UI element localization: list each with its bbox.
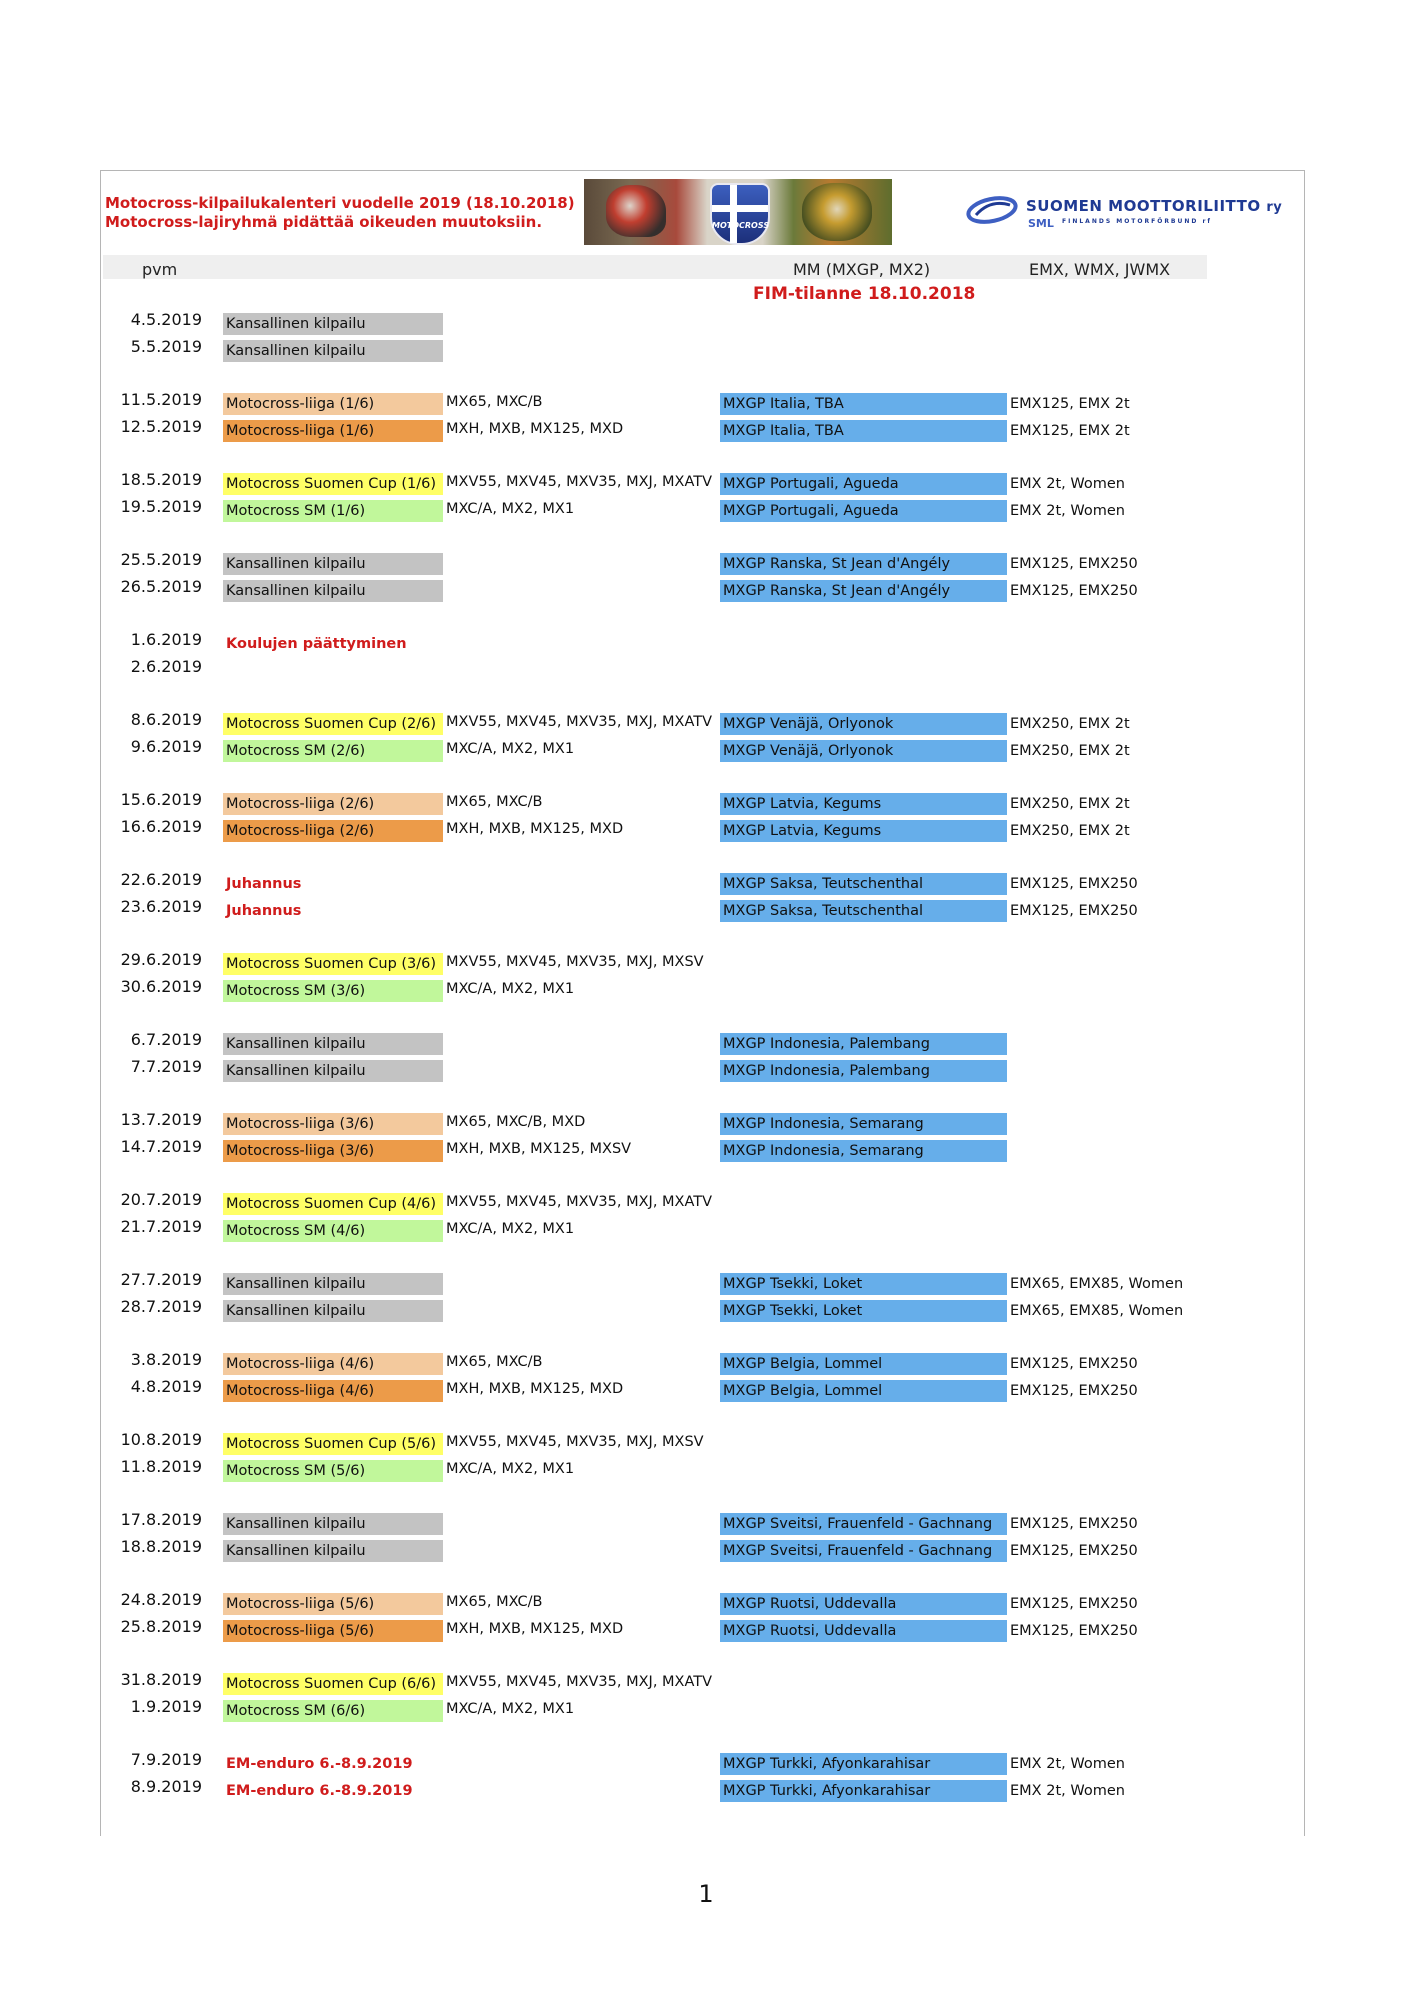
row-date: 30.6.2019 (120, 977, 202, 996)
row-classes: MXH, MXB, MX125, MXD (446, 821, 624, 837)
row-event: Kansallinen kilpailu (223, 553, 443, 575)
row-event: Motocross Suomen Cup (5/6) (223, 1433, 443, 1455)
row-event: Kansallinen kilpailu (223, 313, 443, 335)
badge-label: MOTOCROSS (712, 221, 770, 230)
row-date: 9.6.2019 (130, 737, 202, 756)
sml-logo-mark-icon (966, 195, 1028, 225)
row-emx: EMX125, EMX250 (1010, 556, 1138, 572)
row-emx: EMX125, EMX250 (1010, 1623, 1138, 1639)
row-event: Motocross-liiga (2/6) (223, 820, 443, 842)
row-event: Motocross-liiga (4/6) (223, 1353, 443, 1375)
row-emx: EMX 2t, Women (1010, 503, 1125, 519)
row-mxgp: MXGP Belgia, Lommel (720, 1380, 1007, 1402)
row-event: Kansallinen kilpailu (223, 1540, 443, 1562)
row-emx: EMX125, EMX250 (1010, 583, 1138, 599)
row-event: Kansallinen kilpailu (223, 1513, 443, 1535)
row-classes: MX65, MXC/B (446, 794, 543, 810)
row-date: 14.7.2019 (120, 1137, 202, 1156)
row-mxgp: MXGP Indonesia, Semarang (720, 1113, 1007, 1135)
row-date: 16.6.2019 (120, 817, 202, 836)
row-mxgp: MXGP Indonesia, Palembang (720, 1060, 1007, 1082)
motocross-photo-banner (584, 179, 892, 245)
row-event: Motocross-liiga (4/6) (223, 1380, 443, 1402)
row-emx: EMX250, EMX 2t (1010, 743, 1130, 759)
row-date: 25.5.2019 (120, 550, 202, 569)
row-mxgp: MXGP Turkki, Afyonkarahisar (720, 1780, 1007, 1802)
row-event: Motocross-liiga (3/6) (223, 1140, 443, 1162)
calendar-title: Motocross-kilpailukalenteri vuodelle 2019 (18.10.2018) (105, 194, 575, 212)
row-emx: EMX125, EMX250 (1010, 1383, 1138, 1399)
page-number: 1 (698, 1880, 714, 1908)
row-classes: MXV55, MXV45, MXV35, MXJ, MXATV (446, 474, 713, 490)
row-event: Juhannus (226, 903, 302, 919)
row-emx: EMX250, EMX 2t (1010, 823, 1130, 839)
row-date: 27.7.2019 (120, 1270, 202, 1289)
row-date: 15.6.2019 (120, 790, 202, 809)
row-date: 18.5.2019 (120, 470, 202, 489)
row-event: Motocross Suomen Cup (3/6) (223, 953, 443, 975)
row-event: Kansallinen kilpailu (223, 580, 443, 602)
logo-suffix: ry (1266, 200, 1283, 215)
row-date: 18.8.2019 (120, 1537, 202, 1556)
row-date: 8.9.2019 (130, 1777, 202, 1796)
row-mxgp: MXGP Ranska, St Jean d'Angély (720, 553, 1007, 575)
row-emx: EMX250, EMX 2t (1010, 796, 1130, 812)
row-event: Motocross-liiga (5/6) (223, 1620, 443, 1642)
row-classes: MXC/A, MX2, MX1 (446, 741, 575, 757)
row-mxgp: MXGP Venäjä, Orlyonok (720, 713, 1007, 735)
row-event: Motocross SM (3/6) (223, 980, 443, 1002)
row-date: 4.5.2019 (130, 310, 202, 329)
row-date: 11.8.2019 (120, 1457, 202, 1476)
row-date: 25.8.2019 (120, 1617, 202, 1636)
row-event: Motocross SM (5/6) (223, 1460, 443, 1482)
row-emx: EMX 2t, Women (1010, 476, 1125, 492)
row-date: 20.7.2019 (120, 1190, 202, 1209)
row-date: 7.9.2019 (130, 1750, 202, 1769)
fim-status: FIM-tilanne 18.10.2018 (753, 284, 976, 304)
row-emx: EMX125, EMX 2t (1010, 396, 1130, 412)
logo-name: SUOMEN MOOTTORILIITTO (1026, 197, 1261, 215)
row-classes: MXH, MXB, MX125, MXD (446, 1381, 624, 1397)
logo-abbr: SML (1028, 217, 1054, 230)
row-classes: MX65, MXC/B (446, 1594, 543, 1610)
row-mxgp: MXGP Portugali, Agueda (720, 473, 1007, 495)
row-emx: EMX 2t, Women (1010, 1783, 1125, 1799)
row-event: Motocross SM (6/6) (223, 1700, 443, 1722)
row-mxgp: MXGP Venäjä, Orlyonok (720, 740, 1007, 762)
row-classes: MXH, MXB, MX125, MXSV (446, 1141, 632, 1157)
row-event: Motocross Suomen Cup (1/6) (223, 473, 443, 495)
row-date: 7.7.2019 (130, 1057, 202, 1076)
row-emx: EMX65, EMX85, Women (1010, 1276, 1184, 1292)
row-date: 2.6.2019 (130, 657, 202, 676)
rider-photo-right (802, 183, 872, 241)
row-date: 17.8.2019 (120, 1510, 202, 1529)
row-event: Motocross-liiga (3/6) (223, 1113, 443, 1135)
row-classes: MXC/A, MX2, MX1 (446, 1221, 575, 1237)
row-mxgp: MXGP Saksa, Teutschenthal (720, 900, 1007, 922)
row-event: Motocross SM (2/6) (223, 740, 443, 762)
row-classes: MXC/A, MX2, MX1 (446, 981, 575, 997)
row-event: Kansallinen kilpailu (223, 340, 443, 362)
row-classes: MXV55, MXV45, MXV35, MXJ, MXATV (446, 1674, 713, 1690)
row-emx: EMX125, EMX250 (1010, 1596, 1138, 1612)
row-date: 6.7.2019 (130, 1030, 202, 1049)
row-mxgp: MXGP Tsekki, Loket (720, 1300, 1007, 1322)
row-event: Motocross Suomen Cup (4/6) (223, 1193, 443, 1215)
row-event: Motocross-liiga (5/6) (223, 1593, 443, 1615)
row-classes: MXV55, MXV45, MXV35, MXJ, MXSV (446, 954, 704, 970)
row-event: Motocross SM (1/6) (223, 500, 443, 522)
row-mxgp: MXGP Latvia, Kegums (720, 820, 1007, 842)
row-date: 3.8.2019 (130, 1350, 202, 1369)
row-date: 1.6.2019 (130, 630, 202, 649)
row-date: 22.6.2019 (120, 870, 202, 889)
row-date: 23.6.2019 (120, 897, 202, 916)
row-classes: MXC/A, MX2, MX1 (446, 1701, 575, 1717)
row-mxgp: MXGP Italia, TBA (720, 420, 1007, 442)
row-event: Kansallinen kilpailu (223, 1033, 443, 1055)
row-mxgp: MXGP Sveitsi, Frauenfeld - Gachnang (720, 1540, 1007, 1562)
sml-logo (966, 193, 1283, 233)
row-classes: MXV55, MXV45, MXV35, MXJ, MXATV (446, 1194, 713, 1210)
row-mxgp: MXGP Tsekki, Loket (720, 1273, 1007, 1295)
row-event: Juhannus (226, 876, 302, 892)
row-classes: MXV55, MXV45, MXV35, MXJ, MXSV (446, 1434, 704, 1450)
header-mm: MM (MXGP, MX2) (793, 260, 931, 279)
row-event: Motocross-liiga (1/6) (223, 420, 443, 442)
row-emx: EMX250, EMX 2t (1010, 716, 1130, 732)
row-mxgp: MXGP Ruotsi, Uddevalla (720, 1620, 1007, 1642)
row-classes: MXH, MXB, MX125, MXD (446, 1621, 624, 1637)
row-date: 28.7.2019 (120, 1297, 202, 1316)
row-mxgp: MXGP Ranska, St Jean d'Angély (720, 580, 1007, 602)
row-event: EM-enduro 6.-8.9.2019 (226, 1756, 413, 1772)
row-event: Motocross Suomen Cup (6/6) (223, 1673, 443, 1695)
logo-subtitle: FINLANDS MOTORFÖRBUND rf (1062, 218, 1213, 225)
row-mxgp: MXGP Turkki, Afyonkarahisar (720, 1753, 1007, 1775)
row-event: Koulujen päättyminen (226, 636, 407, 652)
row-classes: MXH, MXB, MX125, MXD (446, 421, 624, 437)
row-mxgp: MXGP Ruotsi, Uddevalla (720, 1593, 1007, 1615)
row-classes: MX65, MXC/B (446, 394, 543, 410)
row-date: 19.5.2019 (120, 497, 202, 516)
row-emx: EMX125, EMX250 (1010, 903, 1138, 919)
row-mxgp: MXGP Italia, TBA (720, 393, 1007, 415)
row-emx: EMX125, EMX 2t (1010, 423, 1130, 439)
row-date: 12.5.2019 (120, 417, 202, 436)
row-date: 4.8.2019 (130, 1377, 202, 1396)
row-date: 24.8.2019 (120, 1590, 202, 1609)
calendar-disclaimer: Motocross-lajiryhmä pidättää oikeuden muutoksiin. (105, 213, 543, 231)
row-date: 13.7.2019 (120, 1110, 202, 1129)
row-event: Motocross-liiga (2/6) (223, 793, 443, 815)
row-classes: MXV55, MXV45, MXV35, MXJ, MXATV (446, 714, 713, 730)
row-event: Kansallinen kilpailu (223, 1273, 443, 1295)
row-date: 1.9.2019 (130, 1697, 202, 1716)
row-emx: EMX125, EMX250 (1010, 1516, 1138, 1532)
row-classes: MX65, MXC/B, MXD (446, 1114, 586, 1130)
row-mxgp: MXGP Belgia, Lommel (720, 1353, 1007, 1375)
header-date: pvm (142, 260, 178, 279)
row-mxgp: MXGP Latvia, Kegums (720, 793, 1007, 815)
row-date: 29.6.2019 (120, 950, 202, 969)
row-classes: MXC/A, MX2, MX1 (446, 501, 575, 517)
row-event: Motocross SM (4/6) (223, 1220, 443, 1242)
rider-photo-left (606, 185, 666, 237)
row-event: EM-enduro 6.-8.9.2019 (226, 1783, 413, 1799)
row-date: 8.6.2019 (130, 710, 202, 729)
row-emx: EMX 2t, Women (1010, 1756, 1125, 1772)
row-mxgp: MXGP Indonesia, Semarang (720, 1140, 1007, 1162)
row-emx: EMX65, EMX85, Women (1010, 1303, 1184, 1319)
row-emx: EMX125, EMX250 (1010, 876, 1138, 892)
row-mxgp: MXGP Sveitsi, Frauenfeld - Gachnang (720, 1513, 1007, 1535)
row-event: Motocross Suomen Cup (2/6) (223, 713, 443, 735)
row-emx: EMX125, EMX250 (1010, 1543, 1138, 1559)
row-event: Motocross-liiga (1/6) (223, 393, 443, 415)
row-emx: EMX125, EMX250 (1010, 1356, 1138, 1372)
row-date: 31.8.2019 (120, 1670, 202, 1689)
row-event: Kansallinen kilpailu (223, 1300, 443, 1322)
motocross-badge-logo (710, 183, 770, 245)
row-date: 21.7.2019 (120, 1217, 202, 1236)
row-date: 26.5.2019 (120, 577, 202, 596)
row-mxgp: MXGP Saksa, Teutschenthal (720, 873, 1007, 895)
row-date: 10.8.2019 (120, 1430, 202, 1449)
header-emx: EMX, WMX, JWMX (1029, 260, 1171, 279)
row-date: 5.5.2019 (130, 337, 202, 356)
row-classes: MX65, MXC/B (446, 1354, 543, 1370)
row-classes: MXC/A, MX2, MX1 (446, 1461, 575, 1477)
row-event: Kansallinen kilpailu (223, 1060, 443, 1082)
row-mxgp: MXGP Indonesia, Palembang (720, 1033, 1007, 1055)
row-mxgp: MXGP Portugali, Agueda (720, 500, 1007, 522)
row-date: 11.5.2019 (120, 390, 202, 409)
